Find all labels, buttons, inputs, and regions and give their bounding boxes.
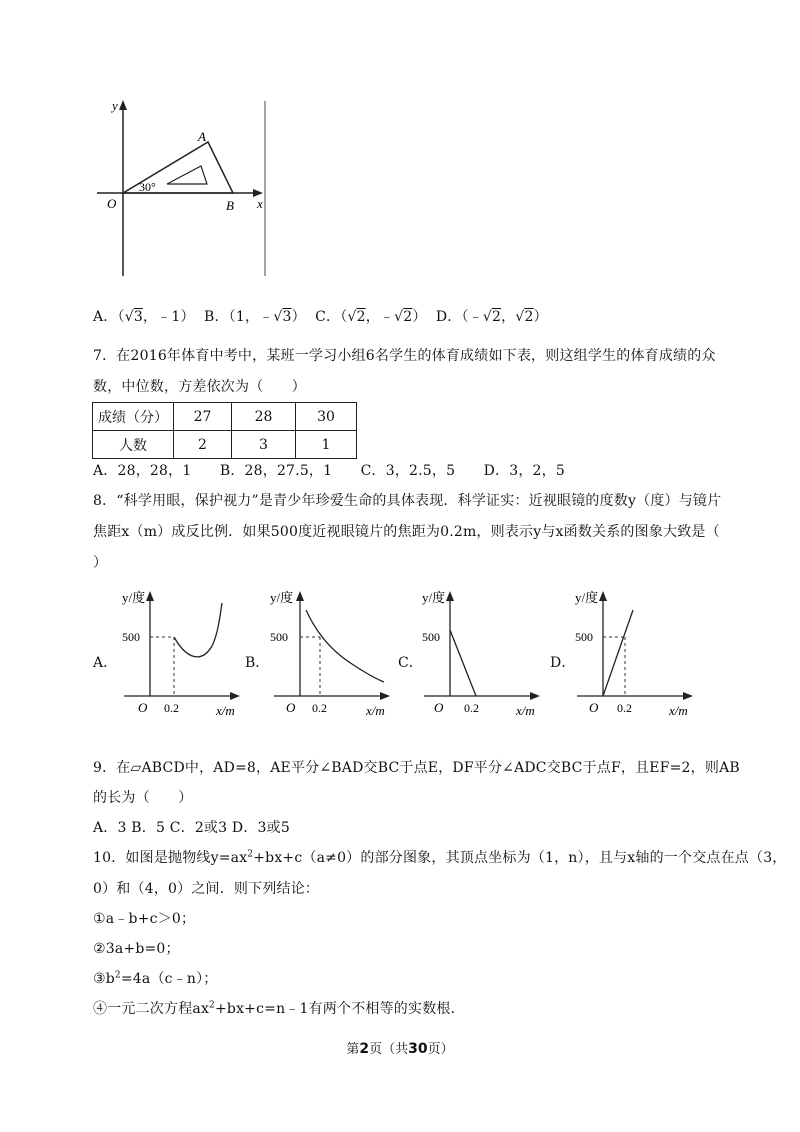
q10-statement-1: ①a﹣b+c＞0； [93,911,196,927]
table-cell: 30 [296,403,357,431]
fig-label-y: y [112,98,118,113]
line-c [450,630,476,696]
table-row [93,403,357,431]
q9-options: A．3 B．5 C．2或3 D．3或5 [93,820,290,836]
table-cell: 成绩（分） [93,403,174,431]
graph-ylabel: y/度 [422,590,446,605]
triangle-figure [95,96,275,281]
q8-option-d-label: D． [550,655,576,671]
triangle-inner [167,166,207,184]
q8-graph-a [112,588,247,723]
q6-option-c: C．（√2，﹣√2） [315,309,427,325]
q8-option-c-label: C． [398,655,423,671]
table-cell: 人数 [93,431,174,459]
q9-line-1: 9．在▱ABCD中，AD=8，AE平分∠BAD交BC于点E，DF平分∠ADC交BC于点F，且EF=2，则AB [93,760,740,776]
graph-ytick: 500 [575,630,593,644]
curve-a [174,603,222,657]
q10-statement-3: $③b^2=4a(c﹣n)$； [93,970,218,987]
table-cell: 3 [232,431,296,459]
table-cell: 1 [296,431,357,459]
curve-b [306,610,384,682]
q7-line-2: 数，中位数，方差依次为（ ） [93,379,306,395]
q8-option-a-label: A． [93,655,118,671]
graph-xtick: 0.2 [164,701,179,715]
q8-graph-d [565,588,700,723]
q8-graph-c [412,588,547,723]
table-row [93,431,357,459]
graph-xtick: 0.2 [617,701,632,715]
q10-statement-2: ②3a+b=0； [93,941,180,957]
q10-line-1: 10．如图是抛物线$y=ax^2+bx+c(a\ne 0)$的部分图象，其顶点坐标为（1，n），且与x轴的一个交点在点（3， [93,849,787,866]
q8-line-3: ） [93,555,108,571]
q6-option-a: A．（√3，﹣1） [93,309,195,325]
graph-origin: O [589,700,599,715]
fig-label-b: B [226,198,234,213]
q7-line-1: 7．在2016年体育中考中，某班一学习小组6名学生的体育成绩如下表，则这组学生的体育成绩的众 [93,348,716,364]
q8-option-b-label: B． [245,655,270,671]
table-cell: 2 [174,431,232,459]
graph-ytick: 500 [122,630,140,644]
fig-label-o: O [107,196,117,211]
graph-origin: O [138,700,148,715]
graph-xtick: 0.2 [312,701,327,715]
line-d [603,610,633,696]
q10-line-2: 0）和（4，0）之间．则下列结论： [93,881,320,897]
graph-ylabel: y/度 [122,590,146,605]
table-cell: 28 [232,403,296,431]
graph-xlabel: x/m [366,703,385,718]
page-number: 2 [359,1041,370,1057]
graph-xlabel: x/m [669,703,688,718]
q8-line-2: 焦距x（m）成反比例．如果500度近视眼镜片的焦距为0.2m，则表示y与x函数关系的图象大致是（ [93,524,720,540]
q8-line-1: 8．“科学用眼，保护视力”是青少年珍爱生命的具体表现．科学证实：近视眼镜的度数y（度）与镜片 [93,493,722,509]
graph-ylabel: y/度 [575,590,599,605]
graph-ytick: 500 [270,630,288,644]
table-cell: 27 [174,403,232,431]
q6-options [93,306,548,326]
q6-option-b: B．（1，﹣√3） [203,309,306,325]
page-footer: 第2页（共30页） [346,1041,454,1057]
graph-ytick: 500 [422,630,440,644]
q7-options: A．28，28，1 B．28，27.5，1 C．3，2.5，5 D．3，2，5 [93,463,565,479]
fig-label-a: A [198,129,206,144]
q8-graph-b [262,588,397,723]
graph-ylabel: y/度 [270,590,294,605]
graph-xtick: 0.2 [464,701,479,715]
graph-xlabel: x/m [516,703,535,718]
graph-xlabel: x/m [216,703,235,718]
total-pages: 30 [408,1041,428,1057]
q9-line-2: 的长为（ ） [93,790,193,806]
graph-origin: O [286,700,296,715]
score-table [92,402,357,459]
fig-label-x: x [257,196,263,211]
q10-statement-4: ④一元二次方程$ax^2+bx+c=n﹣1$有两个不相等的实数根． [93,1000,465,1017]
q6-option-d: D．（﹣√2，√2） [435,309,548,325]
graph-origin: O [434,700,444,715]
fig-angle-label: 30° [139,180,156,194]
